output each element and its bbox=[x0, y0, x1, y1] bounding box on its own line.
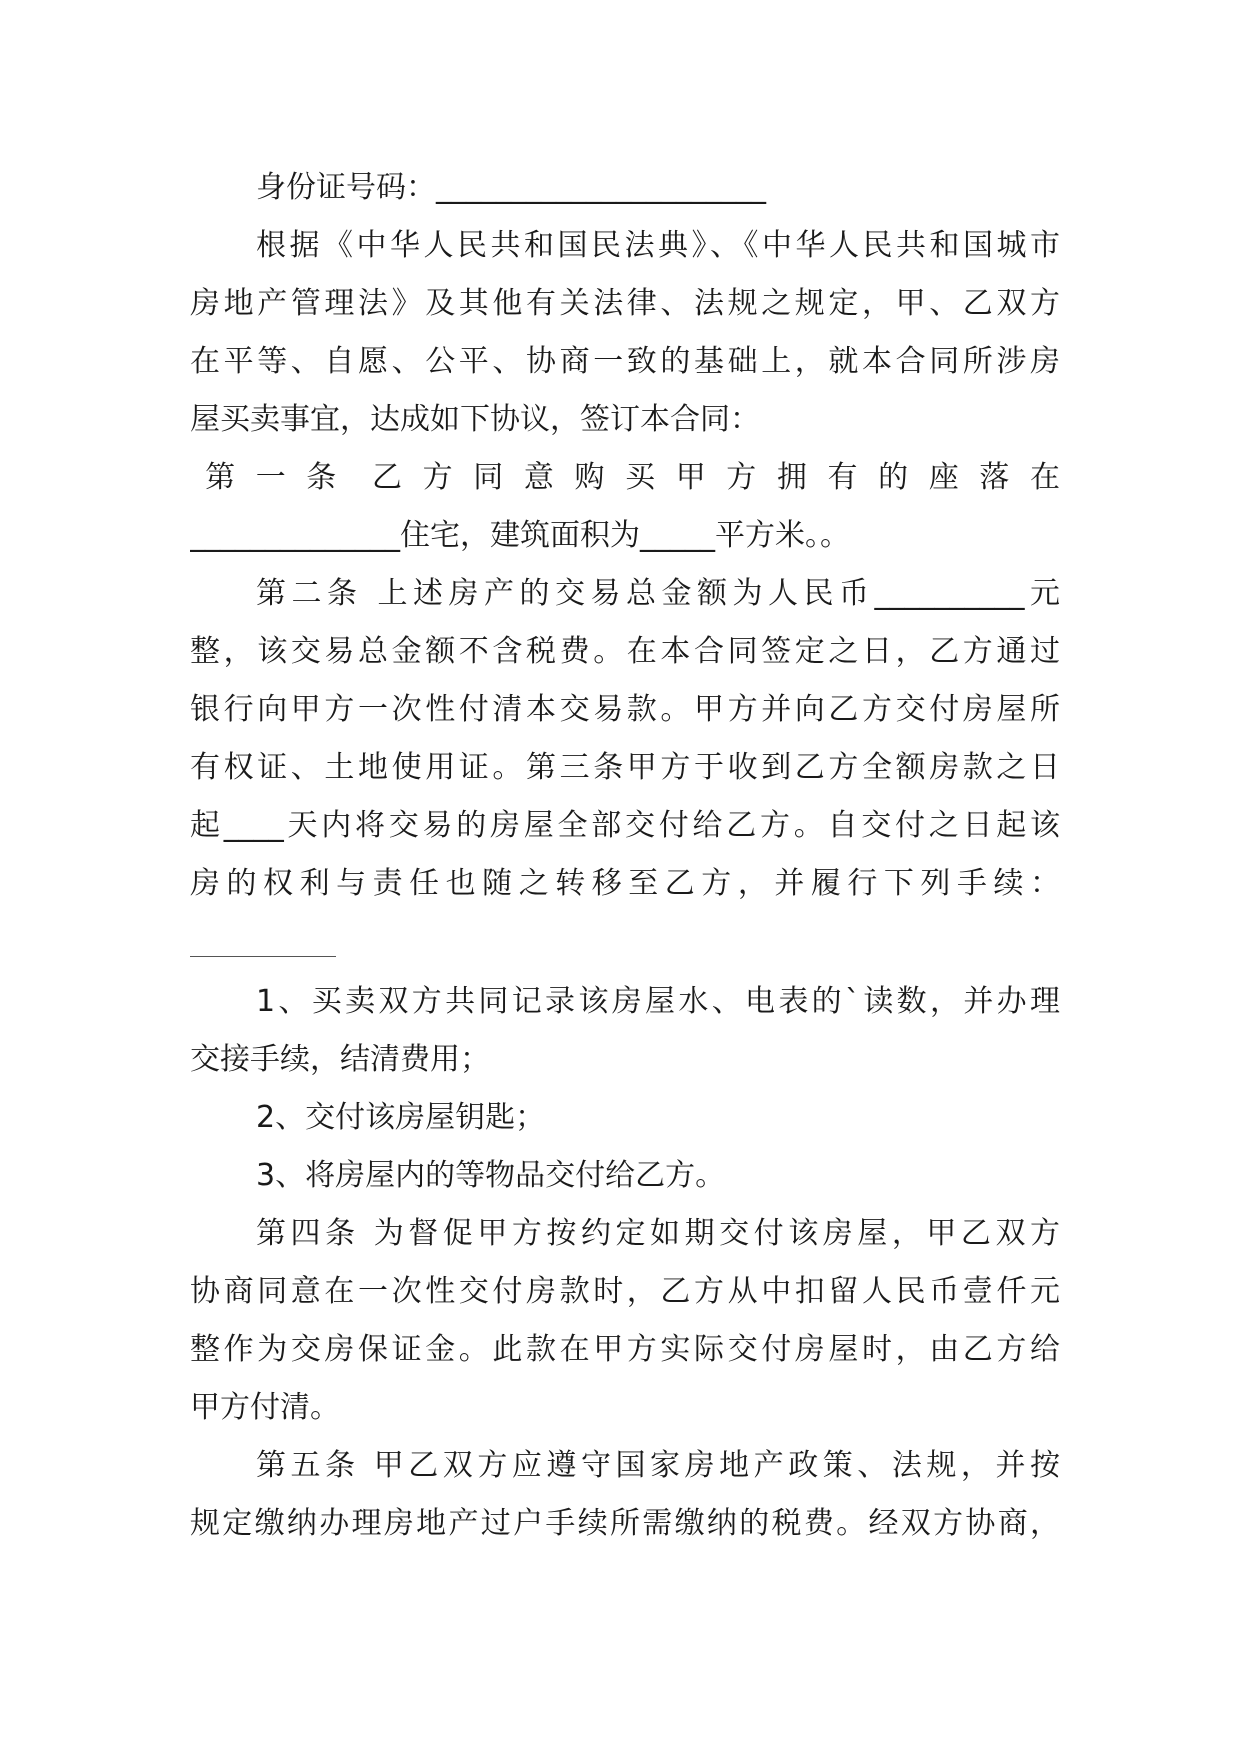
article-one-line: 第 一 条 乙 方 同 意 购 买 甲 方 拥 有 的 座 落 在 bbox=[190, 460, 1060, 495]
paragraph-line: 屋买卖事宜，达成如下协议，签订本合同： bbox=[190, 402, 760, 437]
article-three-line: 起____天内将交易的房屋全部交付给乙方。自交付之日起该 bbox=[190, 808, 1060, 843]
article-four-line: 甲方付清。 bbox=[190, 1390, 340, 1425]
paragraph-line: 根据《中华人民共和国民法典》、《中华人民共和国城市 bbox=[256, 228, 1060, 263]
article-two-line: 整，该交易总金额不含税费。在本合同签定之日，乙方通过 bbox=[190, 634, 1060, 669]
paragraph-line: 在平等、自愿、公平、协商一致的基础上，就本合同所涉房 bbox=[190, 344, 1060, 379]
article-four-line: 整作为交房保证金。此款在甲方实际交付房屋时，由乙方给 bbox=[190, 1332, 1060, 1367]
article-three-line: 房的权利与责任也随之转移至乙方，并履行下列手续： bbox=[190, 866, 1060, 901]
paragraph-line: 房地产管理法》及其他有关法律、法规之规定，甲、乙双方 bbox=[190, 286, 1060, 321]
article-four-line: 第四条 为督促甲方按约定如期交付该房屋，甲乙双方 bbox=[256, 1216, 1060, 1251]
article-two-line: 第二条 上述房产的交易总金额为人民币__________元 bbox=[256, 576, 1060, 611]
article-two-line: 有权证、土地使用证。第三条甲方于收到乙方全额房款之日 bbox=[190, 750, 1060, 785]
article-one-line: ______________住宅，建筑面积为_____平方米。。 bbox=[190, 518, 850, 553]
id-number-line: 身份证号码：______________________ bbox=[256, 170, 766, 205]
footnote-divider bbox=[190, 956, 336, 957]
article-five-line: 规定缴纳办理房地产过户手续所需缴纳的税费。经双方协商， bbox=[190, 1506, 1060, 1541]
list-item: 3、将房屋内的等物品交付给乙方。 bbox=[256, 1158, 726, 1193]
article-four-line: 协商同意在一次性交付房款时，乙方从中扣留人民币壹仟元 bbox=[190, 1274, 1060, 1309]
list-item: 交接手续，结清费用； bbox=[190, 1042, 490, 1077]
list-item: 2、交付该房屋钥匙； bbox=[256, 1100, 546, 1135]
list-item: 1、买卖双方共同记录该房屋水、电表的`读数，并办理 bbox=[256, 984, 1060, 1019]
article-two-line: 银行向甲方一次性付清本交易款。甲方并向乙方交付房屋所 bbox=[190, 692, 1060, 727]
article-five-line: 第五条 甲乙双方应遵守国家房地产政策、法规，并按 bbox=[256, 1448, 1060, 1483]
